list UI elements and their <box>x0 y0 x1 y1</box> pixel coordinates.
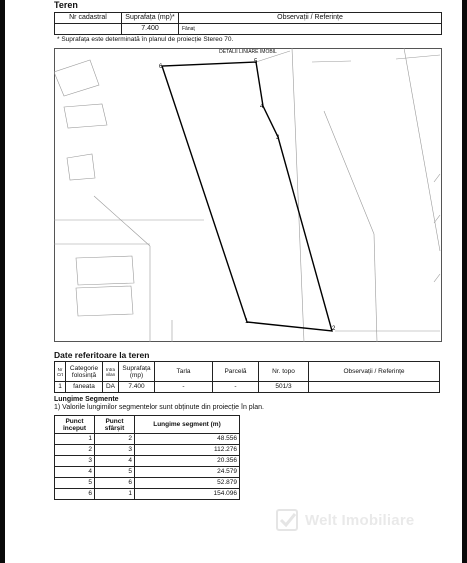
point-label-2: 2 <box>332 326 336 332</box>
boundary-line <box>324 111 374 234</box>
boundary-line <box>396 55 440 59</box>
table-header-row <box>55 416 240 434</box>
cell-length: 52.879 <box>135 478 240 489</box>
cell-nr-topo: 501/3 <box>259 382 309 393</box>
scan-edge-right <box>462 0 467 563</box>
neighbor-building <box>54 60 99 96</box>
point-label-5: 5 <box>254 59 258 65</box>
date-teren-table <box>54 361 440 393</box>
table-row <box>55 456 240 467</box>
projection-note: * Suprafața este determinată în planul de proiecție Stereo 70. <box>57 36 234 43</box>
point-label-1: 1 <box>245 319 249 325</box>
parcel-boundary <box>162 62 332 331</box>
cell-end: 1 <box>95 489 135 500</box>
boundary-line <box>256 51 290 62</box>
cell-tarla: - <box>155 382 213 393</box>
segments-table <box>54 415 240 500</box>
header-nr-cadastral: Nr cadastral <box>55 13 122 24</box>
cell-start: 1 <box>55 434 95 445</box>
boundary-line <box>312 61 351 62</box>
table-row <box>55 489 240 500</box>
boundary-line <box>374 234 377 342</box>
section-title-date: Date referitoare la teren <box>54 350 150 360</box>
neighbor-building <box>64 104 107 128</box>
cell-start: 4 <box>55 467 95 478</box>
cell-length: 48.556 <box>135 434 240 445</box>
boundary-line <box>434 215 440 223</box>
point-label-4: 4 <box>260 104 264 110</box>
cell-end: 6 <box>95 478 135 489</box>
cell-length: 154.096 <box>135 489 240 500</box>
cell-nr-cadastral <box>55 24 122 35</box>
watermark-brand: Welt Imobiliare <box>305 511 415 529</box>
cell-end: 4 <box>95 456 135 467</box>
lungime-description: 1) Valorile lungimilor segmentelor sunt obținute din proiecție în plan. <box>54 404 264 411</box>
map-title: DETALII LINIARE IMOBIL <box>219 49 277 55</box>
table-header-row <box>55 362 440 382</box>
cell-end: 5 <box>95 467 135 478</box>
table-row <box>55 478 240 489</box>
teren-table <box>54 12 442 35</box>
section-title-lungime: Lungime Segmente <box>54 396 119 403</box>
table-row <box>55 24 442 35</box>
cell-start: 2 <box>55 445 95 456</box>
section-title-teren: Teren <box>54 0 78 10</box>
cell-length: 24.579 <box>135 467 240 478</box>
header-categorie: Categorie folosință <box>66 362 103 382</box>
cell-end: 3 <box>95 445 135 456</box>
cell-start: 5 <box>55 478 95 489</box>
table-row <box>55 467 240 478</box>
cell-start: 6 <box>55 489 95 500</box>
header-punct-inceput: Punct început <box>55 416 95 434</box>
cell-categorie: faneata <box>66 382 103 393</box>
neighbor-building <box>76 286 133 316</box>
header-observatii: Observații / Referințe <box>309 362 440 382</box>
neighbor-building <box>76 256 134 285</box>
cell-suprafata: 7.400 <box>122 24 179 35</box>
table-header-row <box>55 13 442 24</box>
table-row <box>55 434 240 445</box>
table-row <box>55 445 240 456</box>
cell-end: 2 <box>95 434 135 445</box>
cell-suprafata: 7.400 <box>119 382 155 393</box>
header-punct-sfarsit: Punct sfârșit <box>95 416 135 434</box>
header-suprafata: Suprafața (mp)* <box>122 13 179 24</box>
cell-nr-crt: 1 <box>55 382 66 393</box>
boundary-line <box>94 196 150 246</box>
header-intravilan: Intra vilan <box>103 362 119 382</box>
watermark-logo <box>275 508 414 532</box>
header-suprafata: Suprafața (mp) <box>119 362 155 382</box>
header-tarla: Tarla <box>155 362 213 382</box>
checkmark-logo-icon <box>275 508 299 532</box>
scan-edge-left <box>0 0 5 563</box>
point-label-6: 6 <box>159 64 163 70</box>
cell-observatii: Fânaț <box>179 24 442 35</box>
table-row <box>55 382 440 393</box>
cell-start: 3 <box>55 456 95 467</box>
cell-length: 112.276 <box>135 445 240 456</box>
boundary-line <box>434 274 440 282</box>
boundary-line <box>434 174 440 182</box>
header-parcela: Parcelă <box>213 362 259 382</box>
point-label-3: 3 <box>276 135 280 141</box>
cell-intravilan: DA <box>103 382 119 393</box>
cell-length: 20.356 <box>135 456 240 467</box>
boundary-line <box>404 48 440 251</box>
header-nr-crt: Nr Crt <box>55 362 66 382</box>
neighbor-parcels <box>54 48 440 342</box>
header-lungime: Lungime segment (m) <box>135 416 240 434</box>
cell-parcela: - <box>213 382 259 393</box>
header-nr-topo: Nr. topo <box>259 362 309 382</box>
cell-observatii <box>309 382 440 393</box>
neighbor-building <box>67 154 95 180</box>
parcel-map <box>54 48 442 342</box>
header-observatii: Observații / Referințe <box>179 13 442 24</box>
